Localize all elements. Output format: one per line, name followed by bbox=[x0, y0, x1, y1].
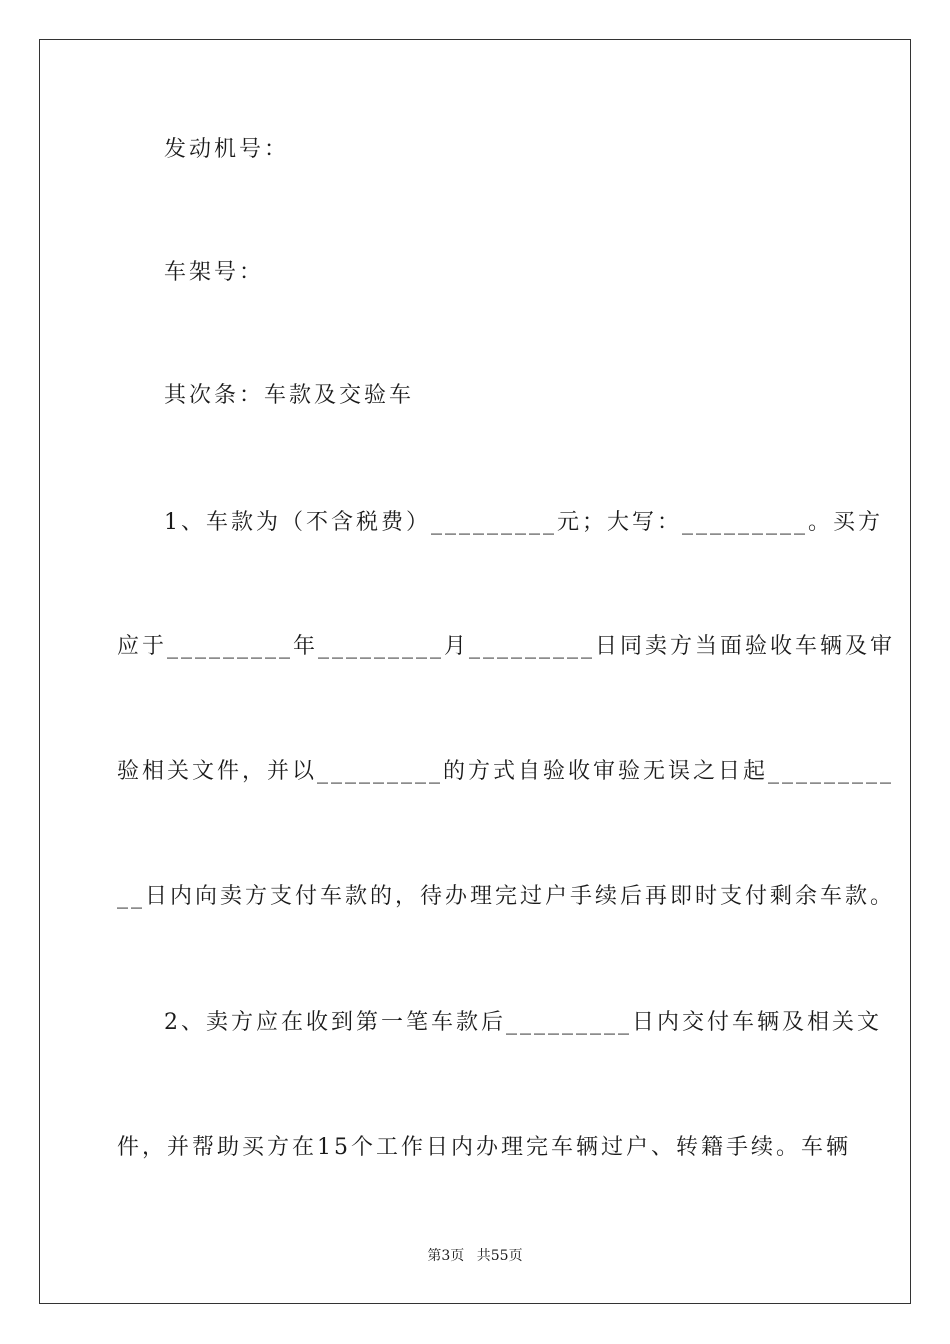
frame-number-line: 车架号： bbox=[164, 260, 265, 285]
page-footer bbox=[0, 1247, 950, 1265]
article-two-heading: 其次条：车款及交验车 bbox=[164, 383, 415, 408]
clause-1-line-1: 1、车款为（不含税费）_________元；大写：_________。买方 bbox=[164, 510, 883, 535]
clause-2-line-1: 2、卖方应在收到第一笔车款后_________日内交付车辆及相关文 bbox=[164, 1010, 882, 1035]
page-total: 共55页 bbox=[476, 1248, 523, 1264]
engine-number-line: 发动机号： bbox=[164, 137, 290, 162]
clause-1-line-4: __日内向卖方支付车款的，待办理完过户手续后再即时支付剩余车款。 bbox=[117, 884, 896, 909]
clause-1-line-3: 验相关文件，并以_________的方式自验收审验无误之日起_________ bbox=[117, 759, 895, 784]
clause-2-line-2: 件，并帮助买方在15个工作日内办理完车辆过户、转籍手续。车辆 bbox=[117, 1135, 851, 1160]
page-frame bbox=[39, 39, 911, 1304]
clause-1-line-2: 应于_________年_________月_________日同卖方当面验收车辆及审 bbox=[117, 634, 896, 659]
page-number: 第3页 bbox=[427, 1248, 465, 1264]
